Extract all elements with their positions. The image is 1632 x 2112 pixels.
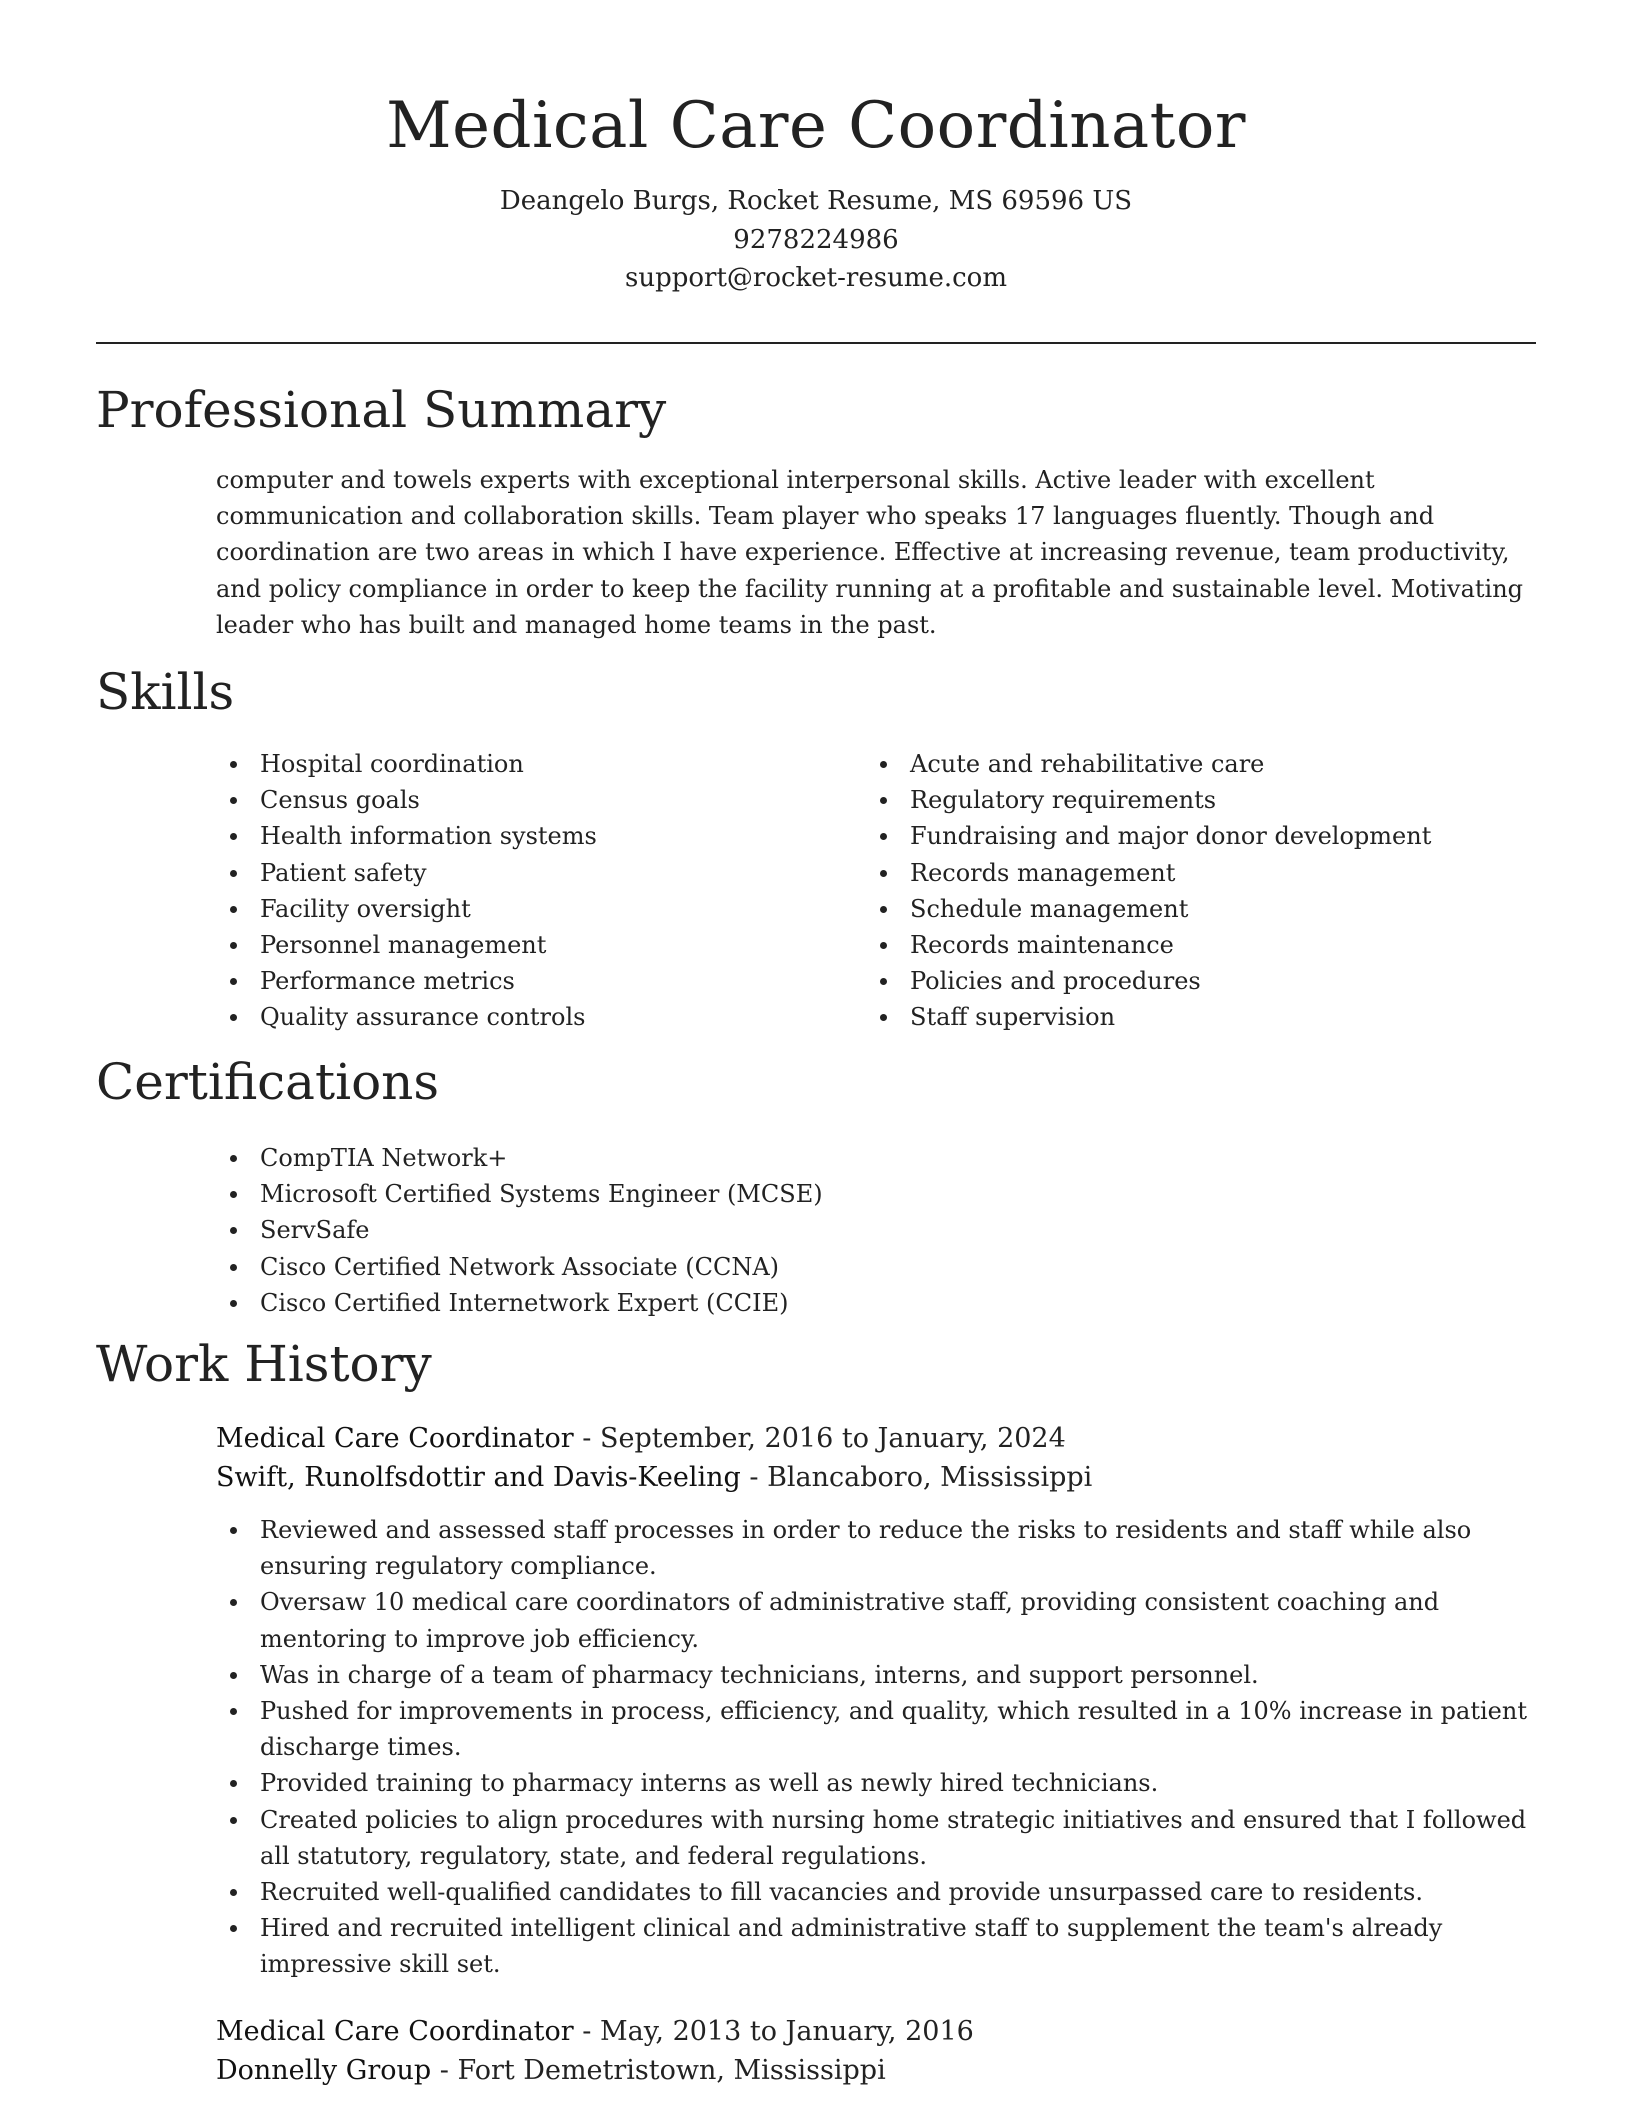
skill-item: Fundraising and major donor development bbox=[866, 818, 1546, 854]
job-location: - Blancaboro, Mississippi bbox=[740, 1462, 1093, 1493]
job-1-company-line bbox=[216, 1458, 1536, 1497]
work-history-heading: Work History bbox=[96, 1335, 432, 1393]
contact-phone: 9278224986 bbox=[733, 224, 899, 255]
skill-item: Health information systems bbox=[216, 818, 856, 854]
skill-item: Patient safety bbox=[216, 855, 856, 891]
header-divider bbox=[96, 342, 1536, 344]
job-dates: - May, 2013 to January, 2016 bbox=[573, 2016, 974, 2047]
job-company: Donnelly Group bbox=[216, 2055, 432, 2086]
skill-item: Facility oversight bbox=[216, 891, 856, 927]
job-location: - Fort Demetristown, Mississippi bbox=[431, 2055, 886, 2086]
certification-item: ServSafe bbox=[216, 1212, 1536, 1248]
job-role: Medical Care Coordinator bbox=[216, 1423, 574, 1454]
skill-item: Acute and rehabilitative care bbox=[866, 746, 1546, 782]
skill-item: Performance metrics bbox=[216, 963, 856, 999]
summary-text: computer and towels experts with exceptional interpersonal skills. Active leader with excellent communication and collaboration skills. Team player who speaks 17 languages fluently. Though and coordination are two areas in which I have experience. Effective at increasing revenue, team productivity, and policy compliance in order to keep the facility running at a profitable and sustainable level. Motivating leader who has built and managed home teams in the past. bbox=[216, 466, 1524, 639]
job-2-header bbox=[216, 2012, 1536, 2090]
certification-item: CompTIA Network+ bbox=[216, 1140, 1536, 1176]
certifications-list bbox=[216, 1140, 1536, 1321]
job-dates: - September, 2016 to January, 2024 bbox=[573, 1423, 1066, 1454]
job-bullet: Reviewed and assessed staff processes in order to reduce the risks to residents and staff while also ensuring regulatory compliance. bbox=[216, 1512, 1538, 1584]
job-bullet: Recruited well-qualified candidates to fill vacancies and provide unsurpassed care to residents. bbox=[216, 1874, 1538, 1910]
contact-block bbox=[0, 182, 1632, 298]
job-2-title-line bbox=[216, 2012, 1536, 2051]
skills-column-right bbox=[866, 746, 1546, 1036]
skill-item: Hospital coordination bbox=[216, 746, 856, 782]
contact-email: support@rocket-resume.com bbox=[624, 263, 1007, 293]
skill-item: Personnel management bbox=[216, 927, 856, 963]
job-role: Medical Care Coordinator bbox=[216, 2016, 574, 2047]
certification-item: Cisco Certified Network Associate (CCNA) bbox=[216, 1249, 1536, 1285]
job-company: Swift, Runolfsdottir and Davis-Keeling bbox=[216, 1462, 741, 1493]
summary-heading: Professional Summary bbox=[96, 381, 667, 439]
job-bullet: Hired and recruited intelligent clinical and administrative staff to supplement the team's already impressive skill set. bbox=[216, 1910, 1538, 1982]
skill-item: Records maintenance bbox=[866, 927, 1546, 963]
skill-item: Quality assurance controls bbox=[216, 999, 856, 1035]
contact-address: Deangelo Burgs, Rocket Resume, MS 69596 US bbox=[499, 186, 1133, 216]
skill-item: Staff supervision bbox=[866, 999, 1546, 1035]
certification-item: Cisco Certified Internetwork Expert (CCIE) bbox=[216, 1285, 1536, 1321]
job-1-title-line bbox=[216, 1419, 1536, 1458]
job-bullet: Created policies to align procedures with nursing home strategic initiatives and ensured that I followed all statutory, regulatory, state, and federal regulations. bbox=[216, 1802, 1538, 1874]
skill-item: Schedule management bbox=[866, 891, 1546, 927]
skill-item: Regulatory requirements bbox=[866, 782, 1546, 818]
certification-item: Microsoft Certified Systems Engineer (MCSE) bbox=[216, 1176, 1536, 1212]
skill-item: Records management bbox=[866, 855, 1546, 891]
resume-header bbox=[0, 0, 1632, 298]
skill-item: Census goals bbox=[216, 782, 856, 818]
job-bullet: Provided training to pharmacy interns as well as newly hired technicians. bbox=[216, 1765, 1538, 1801]
job-2-company-line bbox=[216, 2051, 1536, 2090]
skills-heading: Skills bbox=[96, 663, 235, 721]
skill-item: Policies and procedures bbox=[866, 963, 1546, 999]
job-bullet: Oversaw 10 medical care coordinators of administrative staff, providing consistent coaching and mentoring to improve job efficiency. bbox=[216, 1584, 1538, 1656]
job-1-bullets bbox=[216, 1512, 1538, 1983]
job-bullet: Was in charge of a team of pharmacy technicians, interns, and support personnel. bbox=[216, 1657, 1538, 1693]
certifications-heading: Certifications bbox=[96, 1053, 440, 1111]
job-1-header bbox=[216, 1419, 1536, 1497]
job-bullet: Pushed for improvements in process, efficiency, and quality, which resulted in a 10% increase in patient discharge times. bbox=[216, 1693, 1538, 1765]
skills-column-left bbox=[216, 746, 856, 1036]
resume-title: Medical Care Coordinator bbox=[386, 89, 1246, 163]
